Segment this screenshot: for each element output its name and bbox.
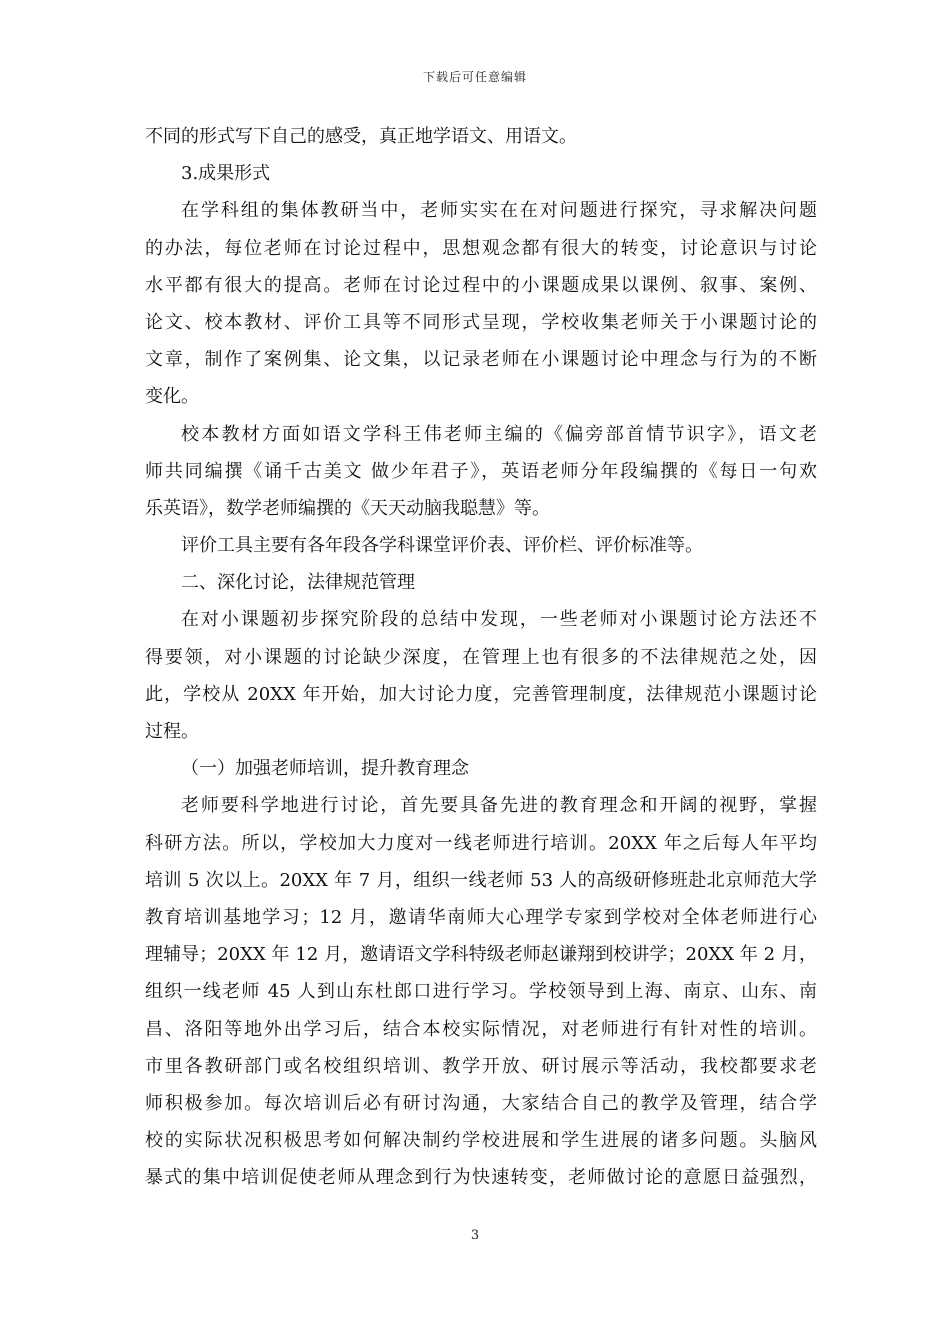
text-line: 文章，制作了案例集、论文集，以记录老师在小课题讨论中理念与行为的不断	[145, 349, 817, 371]
text-line: 暴式的集中培训促使老师从理念到行为快速转变，老师做讨论的意愿日益强烈，	[145, 1167, 817, 1189]
text-line: 评价工具主要有各年段各学科课堂评价表、评价栏、评价标准等。	[181, 535, 703, 557]
text-line: 科研方法。所以，学校加大力度对一线老师进行培训。20XX 年之后每人年平均	[145, 832, 817, 854]
text-line: （一）加强老师培训，提升教育理念	[181, 758, 469, 780]
text-line: 在对小课题初步探究阶段的总结中发现，一些老师对小课题讨论方法还不	[181, 609, 817, 631]
page-number: 3	[470, 1228, 480, 1243]
body-text	[145, 118, 817, 1196]
text-line: 师共同编撰《诵千古美文 做少年君子》，英语老师分年段编撰的《每日一句欢	[145, 460, 817, 482]
text-line: 二、深化讨论，法律规范管理	[181, 572, 415, 594]
text-line: 变化。	[145, 386, 199, 408]
text-line: 校本教材方面如语文学科王伟老师主编的《偏旁部首情节识字》，语文老	[181, 423, 817, 445]
text-line: 在学科组的集体教研当中，老师实实在在对问题进行探究，寻求解决问题	[181, 200, 817, 222]
text-line: 水平都有很大的提高。老师在讨论过程中的小课题成果以课例、叙事、案例、	[145, 274, 817, 296]
text-line: 得要领，对小课题的讨论缺少深度，在管理上也有很多的不法律规范之处，因	[145, 646, 817, 668]
text-line: 昌、洛阳等地外出学习后，结合本校实际情况，对老师进行有针对性的培训。	[145, 1018, 817, 1040]
text-line: 校的实际状况积极思考如何解决制约学校进展和学生进展的诸多问题。头脑风	[145, 1130, 817, 1152]
text-line: 理辅导；20XX 年 12 月，邀请语文学科特级老师赵谦翔到校讲学；20XX 年 2 月，	[145, 944, 817, 966]
text-line: 市里各教研部门或名校组织培训、教学开放、研讨展示等活动，我校都要求老	[145, 1055, 817, 1077]
text-line: 培训 5 次以上。20XX 年 7 月，组织一线老师 53 人的高级研修班赴北京师范大学	[145, 869, 817, 891]
page-header: 下载后可任意编辑	[422, 70, 527, 84]
text-line: 论文、校本教材、评价工具等不同形式呈现，学校收集老师关于小课题讨论的	[145, 311, 817, 333]
text-line: 此，学校从 20XX 年开始，加大讨论力度，完善管理制度，法律规范小课题讨论	[145, 683, 817, 705]
text-line: 老师要科学地进行讨论，首先要具备先进的教育理念和开阔的视野，掌握	[181, 795, 817, 817]
text-line: 组织一线老师 45 人到山东杜郎口进行学习。学校领导到上海、南京、山东、南	[145, 981, 817, 1003]
text-line: 不同的形式写下自己的感受，真正地学语文、用语文。	[145, 126, 577, 147]
text-line: 乐英语》，数学老师编撰的《天天动脑我聪慧》等。	[145, 497, 550, 519]
text-line: 过程。	[145, 721, 199, 742]
text-line: 3.成果形式	[181, 163, 271, 185]
text-line: 师积极参加。每次培训后必有研讨沟通，大家结合自己的教学及管理，结合学	[145, 1092, 817, 1114]
text-line: 的办法，每位老师在讨论过程中，思想观念都有很大的转变，讨论意识与讨论	[145, 237, 817, 259]
text-line: 教育培训基地学习；12 月，邀请华南师大心理学专家到学校对全体老师进行心	[145, 906, 817, 928]
